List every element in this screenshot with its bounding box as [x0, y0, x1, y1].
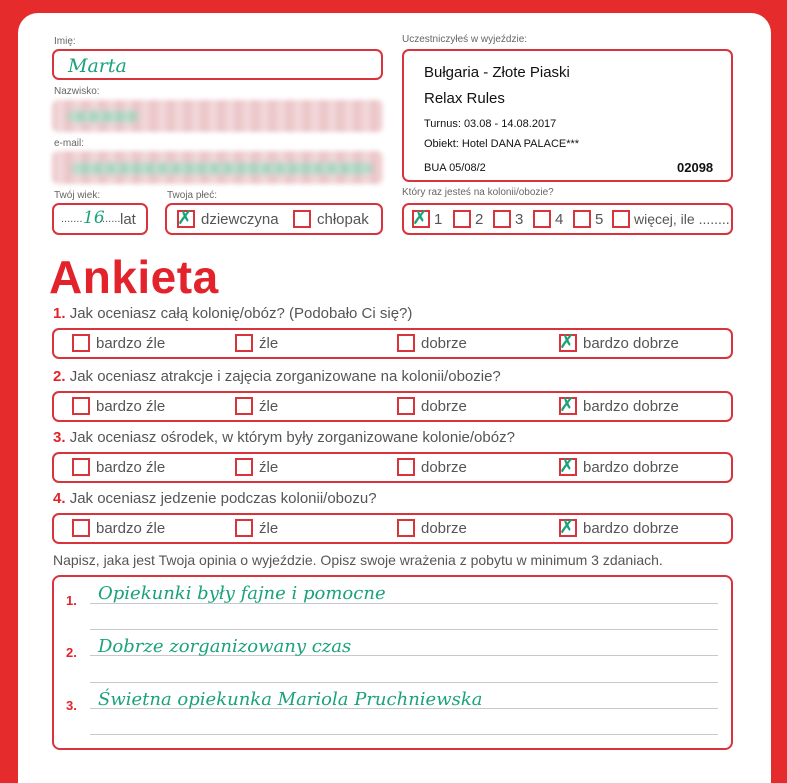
- name-label: Imię:: [54, 36, 76, 47]
- rating-checkbox[interactable]: [235, 519, 253, 537]
- rating-option-label: bardzo źle: [96, 459, 166, 476]
- opinion-num-2: 2.: [66, 645, 77, 660]
- rating-option-label: bardzo dobrze: [583, 459, 679, 476]
- age-unit: lat: [120, 211, 136, 228]
- gender-field: [165, 203, 383, 235]
- rating-checkbox[interactable]: [72, 519, 90, 537]
- name-field[interactable]: [52, 49, 383, 80]
- rating-checkbox[interactable]: [397, 334, 415, 352]
- question-text: Jak oceniasz jedzenie podczas kolonii/obozu?: [69, 490, 377, 507]
- question-number: 4.: [53, 490, 66, 507]
- times-more-label: więcej, ile ........: [634, 211, 730, 227]
- opinion-num-1: 1.: [66, 593, 77, 608]
- rating-checkbox[interactable]: [235, 458, 253, 476]
- age-label: Twój wiek:: [54, 190, 101, 201]
- checkbox-times-5[interactable]: [573, 210, 591, 228]
- rating-option-label: źle: [259, 335, 279, 352]
- trip-code: BUA 05/08/2: [424, 162, 486, 174]
- rating-option-label: dobrze: [421, 335, 467, 352]
- rating-option-label: bardzo źle: [96, 335, 166, 352]
- age-value: 16: [83, 208, 105, 228]
- checkbox-times-more[interactable]: [612, 210, 630, 228]
- check-mark-icon: ✗: [559, 331, 575, 353]
- gender-label: Twoja płeć:: [167, 190, 218, 201]
- trip-turnus: Turnus: 03.08 - 14.08.2017: [424, 118, 557, 130]
- question-number: 2.: [53, 368, 66, 385]
- option-boy-label: chłopak: [317, 211, 369, 228]
- age-dots-left: .......: [61, 213, 83, 225]
- check-mark-icon: ✗: [559, 394, 575, 416]
- opinion-line-blank: [90, 734, 718, 735]
- rating-row-3: [52, 452, 733, 483]
- question-text: Jak oceniasz całą kolonię/obóz? (Podobało Ci się?): [69, 305, 413, 322]
- trip-info-box: [402, 49, 733, 182]
- question-text: Jak oceniasz ośrodek, w którym były zorganizowane kolonie/obóz?: [69, 429, 515, 446]
- rating-option-label: dobrze: [421, 459, 467, 476]
- times-5-label: 5: [595, 211, 604, 228]
- rating-checkbox[interactable]: [72, 334, 90, 352]
- rating-option-label: źle: [259, 459, 279, 476]
- times-2-label: 2: [475, 211, 484, 228]
- participants-label: Uczestniczyłeś w wyjeździe:: [402, 34, 528, 45]
- checkbox-times-2[interactable]: [453, 210, 471, 228]
- rating-checkbox[interactable]: [559, 331, 577, 353]
- rating-option-label: bardzo dobrze: [583, 335, 679, 352]
- rating-checkbox[interactable]: [559, 516, 577, 538]
- age-dots-right: .......: [99, 213, 121, 225]
- email-label: e-mail:: [54, 138, 85, 149]
- survey-title: Ankieta: [49, 251, 219, 303]
- rating-checkbox[interactable]: [559, 455, 577, 477]
- rating-checkbox[interactable]: [397, 397, 415, 415]
- question-number: 1.: [53, 305, 66, 322]
- rating-checkbox[interactable]: [397, 458, 415, 476]
- question-2: [53, 368, 501, 385]
- times-3-label: 3: [515, 211, 524, 228]
- email-redacted: [72, 163, 372, 174]
- surname-field-redacted[interactable]: [52, 100, 383, 132]
- check-mark-icon: ✗: [559, 455, 575, 477]
- rating-checkbox[interactable]: [235, 397, 253, 415]
- rating-row-2: [52, 391, 733, 422]
- question-text: Jak oceniasz atrakcje i zajęcia zorganizowane na kolonii/obozie?: [69, 368, 501, 385]
- option-girl-label: dziewczyna: [201, 211, 279, 228]
- checkbox-boy[interactable]: [293, 210, 311, 228]
- times-4-label: 4: [555, 211, 564, 228]
- rating-checkbox[interactable]: [72, 458, 90, 476]
- rating-checkbox[interactable]: [397, 519, 415, 537]
- times-label: Który raz jesteś na kolonii/obozie?: [402, 187, 554, 198]
- opinion-line-blank: [90, 682, 718, 683]
- rating-option-label: bardzo źle: [96, 520, 166, 537]
- rating-option-label: dobrze: [421, 520, 467, 537]
- checkbox-times-1[interactable]: [412, 207, 430, 229]
- trip-destination: Bułgaria - Złote Piaski: [424, 64, 570, 81]
- rating-checkbox[interactable]: [72, 397, 90, 415]
- check-mark-icon: ✗: [177, 207, 193, 229]
- surname-label: Nazwisko:: [54, 86, 100, 97]
- rating-option-label: dobrze: [421, 398, 467, 415]
- opinion-answer-2: Dobrze zorganizowany czas: [98, 636, 352, 657]
- rating-checkbox[interactable]: [235, 334, 253, 352]
- email-field-redacted[interactable]: [52, 151, 383, 184]
- rating-row-1: [52, 328, 733, 359]
- opinion-answer-1: Opiekunki były fajne i pomocne: [98, 583, 386, 604]
- rating-option-label: źle: [259, 520, 279, 537]
- rating-checkbox[interactable]: [559, 394, 577, 416]
- rating-option-label: źle: [259, 398, 279, 415]
- trip-program: Relax Rules: [424, 90, 505, 107]
- checkbox-times-4[interactable]: [533, 210, 551, 228]
- age-field[interactable]: [52, 203, 148, 235]
- surname-redacted: [68, 111, 138, 122]
- times-field: [402, 203, 733, 235]
- check-mark-icon: ✗: [559, 516, 575, 538]
- trip-number: 02098: [677, 160, 714, 175]
- rating-option-label: bardzo dobrze: [583, 398, 679, 415]
- rating-option-label: bardzo dobrze: [583, 520, 679, 537]
- opinion-prompt: Napisz, jaka jest Twoja opinia o wyjeździe. Opisz swoje wrażenia z pobytu w minimum 3 zdaniach.: [53, 552, 663, 568]
- opinion-line-blank: [90, 629, 718, 630]
- question-number: 3.: [53, 429, 66, 446]
- times-1-label: 1: [434, 211, 443, 228]
- question-1: [53, 305, 412, 322]
- opinion-answer-3: Świetna opiekunka Mariola Pruchniewska: [98, 689, 483, 710]
- opinion-num-3: 3.: [66, 698, 77, 713]
- checkbox-girl[interactable]: [177, 207, 195, 229]
- name-value: Marta: [68, 55, 127, 77]
- rating-option-label: bardzo źle: [96, 398, 166, 415]
- check-mark-icon: ✗: [412, 207, 428, 229]
- checkbox-times-3[interactable]: [493, 210, 511, 228]
- rating-row-4: [52, 513, 733, 544]
- trip-obiekt: Obiekt: Hotel DANA PALACE***: [424, 138, 580, 150]
- question-3: [53, 429, 515, 446]
- question-4: [53, 490, 377, 507]
